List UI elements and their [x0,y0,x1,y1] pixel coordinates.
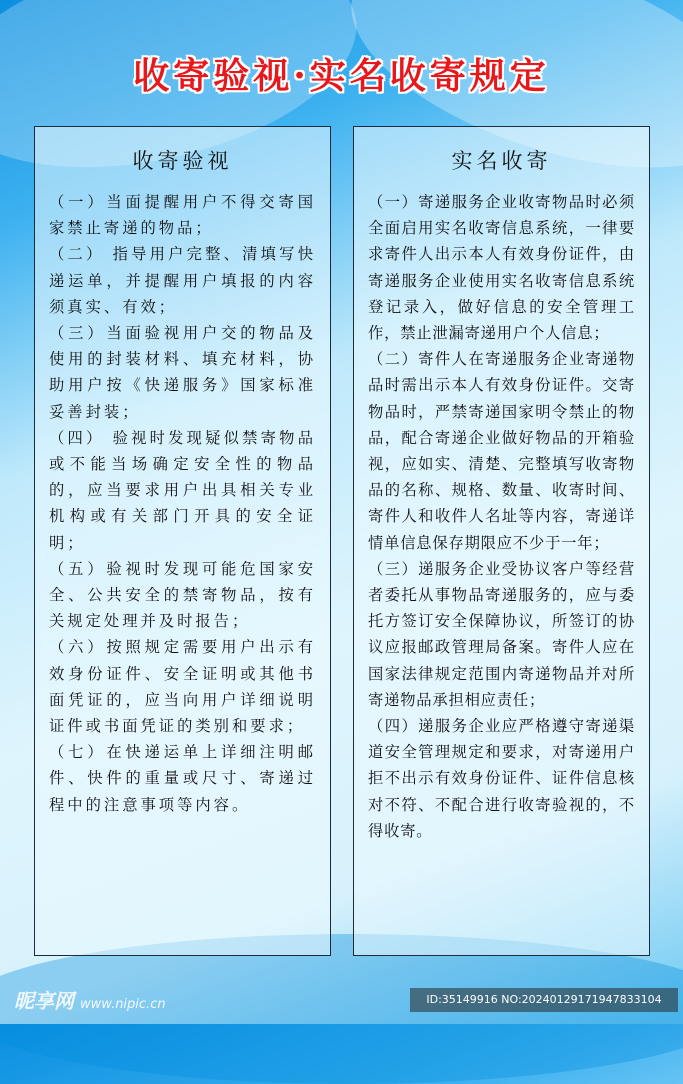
watermark-url: www.nipic.cn [80,997,166,1012]
inspection-item: （一）当面提醒用户不得交寄国家禁止寄递的物品； [49,193,316,238]
site-watermark [14,985,166,1014]
inspection-panel [34,126,331,956]
inspection-item: （五）验视时发现可能危国家安全、公共安全的禁寄物品，按有关规定处理并及时报告； [49,559,316,631]
inspection-item: （七）在快递运单上详细注明邮件、快件的重量或尺寸、寄递过程中的注意事项等内容。 [49,743,316,814]
inspection-item: （六）按照规定需要用户出示有效身份证件、安全证明或其他书面凭证的，应当向用户详细说明证件或书面凭证的类别和要求； [49,638,316,736]
inspection-heading: 收寄验视 [132,149,233,173]
inspection-item: （三）当面验视用户交的物品及使用的封装材料、填充材料，协助用户按《快递服务》国家标准妥善封装； [49,324,316,421]
inspection-item: （四） 验视时发现疑似禁寄物品或不能当场确定安全性的物品的，应当要求用户出具相关专业机构或有关部门开具的安全证明； [49,428,316,552]
realname-item: （三）递服务企业受协议客户等经营者委托从事物品寄递服务的，应与委托方签订安全保障协议，所签订的协议应报邮政管理局备案。寄件人应在国家法律规定范围内寄递物品并对所寄递物品承担相应责任； [368,559,635,709]
inspection-item: （二） 指导用户完整、清填写快递运单，并提醒用户填报的内容须真实、有效； [49,245,316,316]
realname-heading: 实名收寄 [451,149,552,173]
realname-item: （一）寄递服务企业收寄物品时必须全面启用实名收寄信息系统，一律要求寄件人出示本人有效身份证件，由寄递服务企业使用实名收寄信息系统登记录入，做好信息的安全管理工作，禁止泄漏寄递用户个人信息； [368,193,635,343]
page-title: 收寄验视·实名收寄规定 [133,55,550,97]
realname-panel [353,126,650,956]
realname-item: （二）寄件人在寄递服务企业寄递物品时需出示本人有效身份证件。交寄物品时，严禁寄递国家明令禁止的物品，配合寄递企业做好物品的开箱验视，应如实、清楚、完整填写收寄物品的名称、规格、数量、收寄时间、寄件人和收件人名址等内容，寄递详情单信息保存期限应不少于一年； [368,350,635,552]
image-id-label: ID:35149916 NO:20240129171947833104 [410,988,678,1012]
realname-item: （四）递服务企业应严格遵守寄递渠道安全管理规定和要求，对寄递用户拒不出示有效身份证件、证件信息核对不符、不配合进行收寄验视的，不得收寄。 [368,717,635,840]
watermark-logo: 昵享网 [14,989,74,1013]
